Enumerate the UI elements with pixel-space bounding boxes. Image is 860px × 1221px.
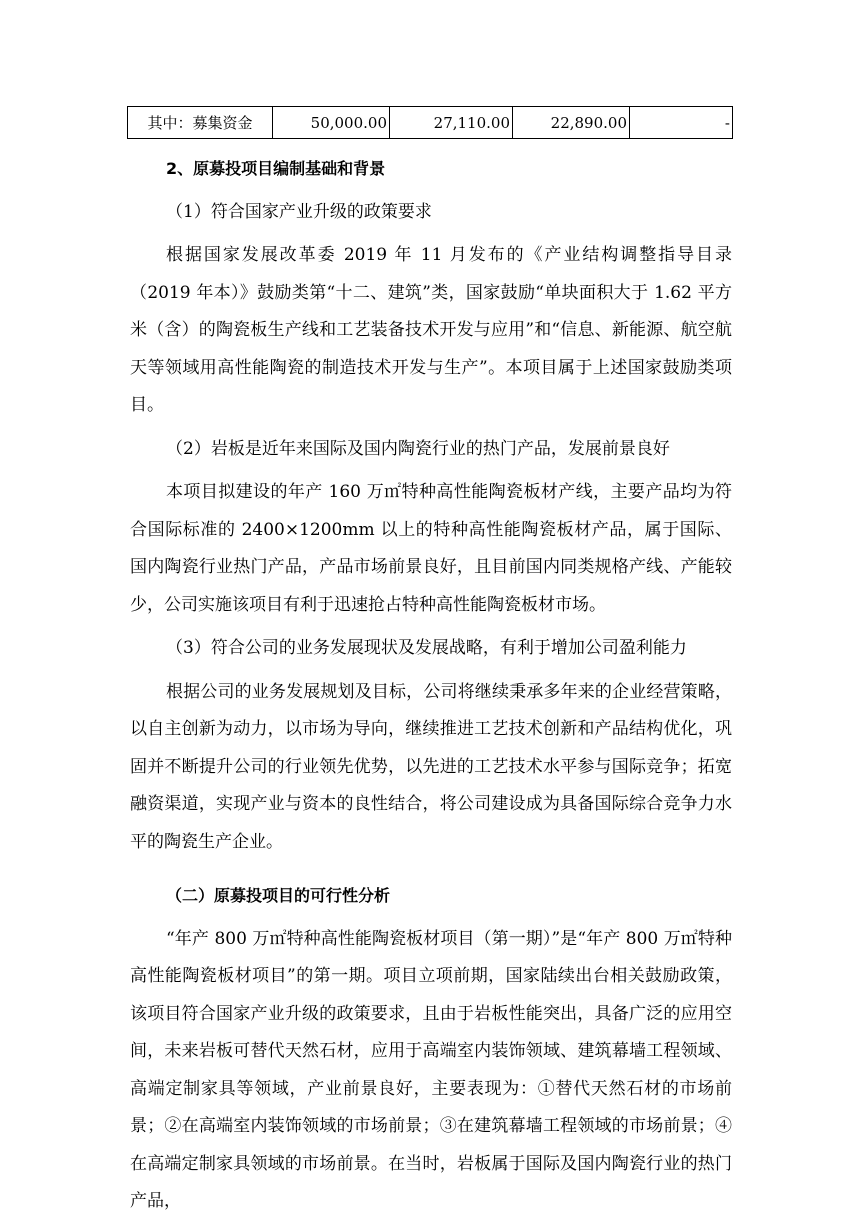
subheading-1: （1）符合国家产业升级的政策要求 [166,201,432,222]
table-cell-remaining: 22,890.00 [513,107,630,139]
feasibility-paragraph: “年产 800 万㎡特种高性能陶瓷板材项目（第一期）”是“年产 800 万㎡特种高性能陶瓷板材项目”的第一期。项目立项前期，国家陆续出台相关鼓励政策，该项目符合国家产业升级的政策要求，且由于岩板性能突出，具备广泛的应用空间，未来岩板可替代天然石材，应用于高端室内装饰领域、建筑幕墙工程领域、高端定制家具等领域，产业前景良好，主要表现为：①替代天然石材的市场前景；②在高端室内装饰领域的市场前景；③在建筑幕墙工程领域的市场前景；④在高端定制家具领域的市场前景。在当时，岩板属于国际及国内陶瓷行业的热门产品， [130,928,732,1211]
subheading-2: （2）岩板是近年来国际及国内陶瓷行业的热门产品，发展前景良好 [166,438,670,459]
paragraph-3: 根据公司的业务发展规划及目标，公司将继续秉承多年来的企业经营策略，以自主创新为动力，以市场为导向，继续推进工艺技术创新和产品结构优化，巩固并不断提升公司的行业领先优势，以先进的工艺技术水平参与国际竞争；拓宽融资渠道，实现产业与资本的良性结合，将公司建设成为具备国际综合竞争力水平的陶瓷生产企业。 [130,681,732,852]
document-body [130,146,732,1221]
table-cell-extra [630,107,733,139]
subheading-3: （3）符合公司的业务发展现状及发展战略，有利于增加公司盈利能力 [166,638,687,658]
section-heading: 2、原募投项目编制基础和背景 [166,159,386,178]
table-cell-total: 50,000.00 [273,107,390,139]
table-cell-used: 27,110.00 [390,107,513,139]
paragraph-2: 本项目拟建设的年产 160 万㎡特种高性能陶瓷板材产线，主要产品均为符合国际标准的 2400×1200mm 以上的特种高性能陶瓷板材产品，属于国际、国内陶瓷行业热门产品，产品市场前景良好，且目前国内同类规格产线、产能较少，公司实施该项目有利于迅速抢占特种高性能陶瓷板材市场。 [130,482,732,615]
feasibility-heading: （二）原募投项目的可行性分析 [166,886,391,905]
table-row [128,107,733,139]
paragraph-1: 根据国家发展改革委 2019 年 11 月发布的《产业结构调整指导目录（2019 年本）》鼓励类第“十二、建筑”类，国家鼓励“单块面积大于 1.62 平方米（含）的陶瓷板生产线和工艺装备技术开发与应用”和“信息、新能源、航空航天等领域用高性能陶瓷的制造技术开发与生产”。本项目属于上述国家鼓励类项目。 [130,245,732,415]
table-cell-dash: - [724,113,730,132]
fund-table [127,106,733,139]
table-cell-label: 其中：募集资金 [128,107,273,139]
